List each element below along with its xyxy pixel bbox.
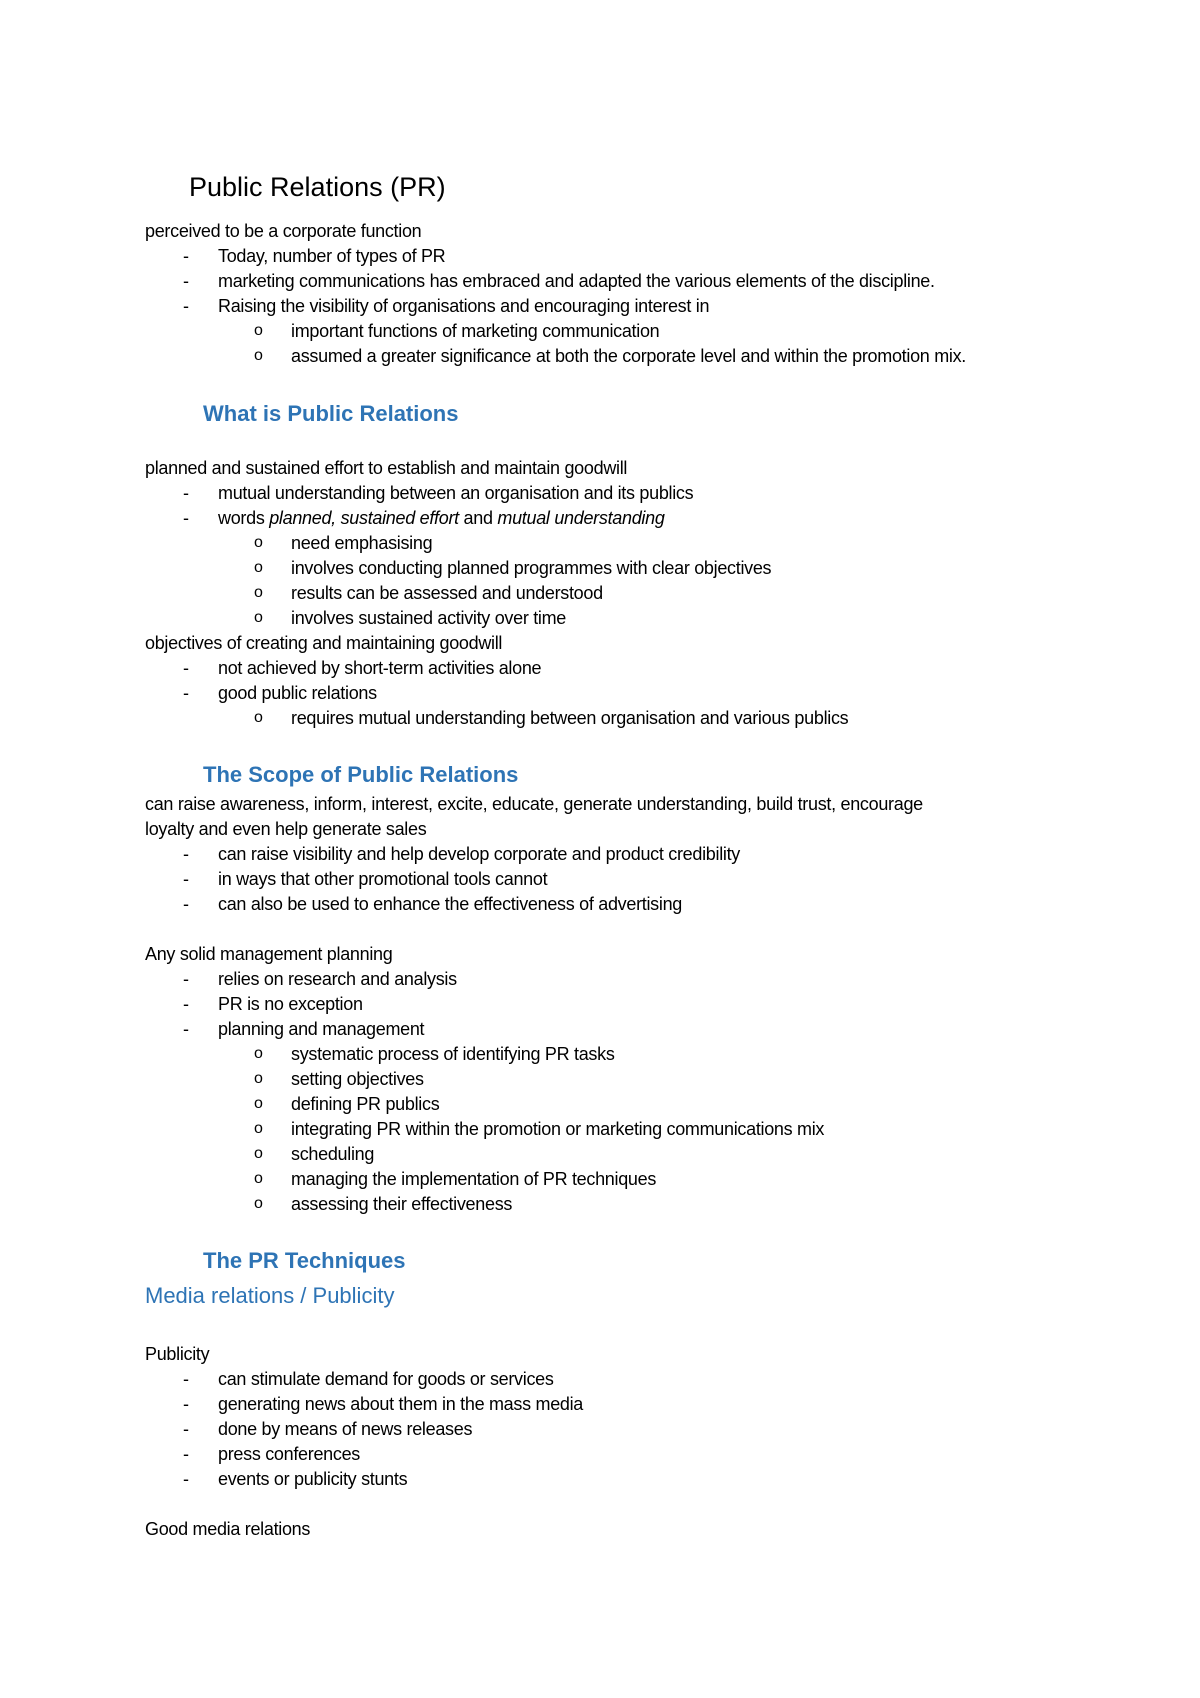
section-heading-scope: The Scope of Public Relations bbox=[203, 762, 519, 787]
list-item: relies on research and analysis bbox=[218, 969, 457, 989]
sub-list-item: assumed a greater significance at both the corporate level and within the promotion mix. bbox=[291, 346, 966, 366]
text-span: and bbox=[458, 508, 498, 528]
dash-marker: - bbox=[183, 296, 189, 316]
sub-list-item: integrating PR within the promotion or marketing communications mix bbox=[291, 1119, 825, 1139]
dash-marker: - bbox=[183, 658, 189, 678]
intro-text: perceived to be a corporate function bbox=[145, 221, 422, 241]
list-item: in ways that other promotional tools cannot bbox=[218, 869, 548, 889]
dash-marker: - bbox=[183, 1369, 189, 1389]
italic-text: mutual understanding bbox=[497, 508, 665, 528]
dash-marker: - bbox=[183, 1469, 189, 1489]
dash-marker: - bbox=[183, 894, 189, 914]
list-item: marketing communications has embraced and adapted the various elements of the discipline. bbox=[218, 271, 935, 291]
paragraph-text: objectives of creating and maintaining goodwill bbox=[145, 633, 503, 653]
list-item: done by means of news releases bbox=[218, 1419, 473, 1439]
circle-marker: o bbox=[254, 1120, 263, 1137]
list-item: Raising the visibility of organisations and encouraging interest in bbox=[218, 296, 710, 316]
paragraph-text: planned and sustained effort to establish and maintain goodwill bbox=[145, 458, 628, 478]
dash-marker: - bbox=[183, 1019, 189, 1039]
dash-marker: - bbox=[183, 869, 189, 889]
list-item: good public relations bbox=[218, 683, 377, 703]
list-item: generating news about them in the mass media bbox=[218, 1394, 584, 1414]
paragraph-text: Publicity bbox=[145, 1344, 210, 1364]
dash-marker: - bbox=[183, 969, 189, 989]
dash-marker: - bbox=[183, 483, 189, 503]
sub-list-item: involves conducting planned programmes with clear objectives bbox=[291, 558, 772, 578]
circle-marker: o bbox=[254, 584, 263, 601]
paragraph-text: can raise awareness, inform, interest, excite, educate, generate understanding, build trust, encourage bbox=[145, 794, 923, 814]
subsection-heading-media-relations: Media relations / Publicity bbox=[145, 1283, 395, 1308]
circle-marker: o bbox=[254, 609, 263, 626]
circle-marker: o bbox=[254, 709, 263, 726]
circle-marker: o bbox=[254, 347, 263, 364]
dash-marker: - bbox=[183, 683, 189, 703]
circle-marker: o bbox=[254, 1170, 263, 1187]
dash-marker: - bbox=[183, 994, 189, 1014]
circle-marker: o bbox=[254, 1045, 263, 1062]
sub-list-item: results can be assessed and understood bbox=[291, 583, 603, 603]
list-item: can raise visibility and help develop corporate and product credibility bbox=[218, 844, 741, 864]
sub-list-item: involves sustained activity over time bbox=[291, 608, 567, 628]
page-title: Public Relations (PR) bbox=[189, 172, 446, 202]
circle-marker: o bbox=[254, 534, 263, 551]
dash-marker: - bbox=[183, 508, 189, 528]
list-item: mutual understanding between an organisation and its publics bbox=[218, 483, 694, 503]
list-item: can stimulate demand for goods or services bbox=[218, 1369, 554, 1389]
paragraph-text: Good media relations bbox=[145, 1519, 311, 1539]
section-heading-techniques: The PR Techniques bbox=[203, 1248, 406, 1273]
sub-list-item: important functions of marketing communication bbox=[291, 321, 660, 341]
sub-list-item: setting objectives bbox=[291, 1069, 424, 1089]
list-item: PR is no exception bbox=[218, 994, 363, 1014]
dash-marker: - bbox=[183, 1444, 189, 1464]
dash-marker: - bbox=[183, 844, 189, 864]
circle-marker: o bbox=[254, 1070, 263, 1087]
list-item: events or publicity stunts bbox=[218, 1469, 408, 1489]
list-item: Today, number of types of PR bbox=[218, 246, 446, 266]
italic-text: planned, sustained effort bbox=[269, 508, 459, 528]
sub-list-item: need emphasising bbox=[291, 533, 433, 553]
list-item: can also be used to enhance the effectiveness of advertising bbox=[218, 894, 682, 914]
sub-list-item: managing the implementation of PR techniques bbox=[291, 1169, 657, 1189]
circle-marker: o bbox=[254, 1195, 263, 1212]
circle-marker: o bbox=[254, 322, 263, 339]
dash-marker: - bbox=[183, 271, 189, 291]
sub-list-item: defining PR publics bbox=[291, 1094, 440, 1114]
section-heading-what-is: What is Public Relations bbox=[203, 401, 459, 426]
sub-list-item: requires mutual understanding between organisation and various publics bbox=[291, 708, 849, 728]
text-span: words bbox=[218, 508, 270, 528]
list-item-emphasis bbox=[218, 507, 665, 529]
paragraph-text: Any solid management planning bbox=[145, 944, 393, 964]
list-item: not achieved by short-term activities alone bbox=[218, 658, 542, 678]
list-item: press conferences bbox=[218, 1444, 360, 1464]
circle-marker: o bbox=[254, 1095, 263, 1112]
sub-list-item: assessing their effectiveness bbox=[291, 1194, 513, 1214]
paragraph-text: loyalty and even help generate sales bbox=[145, 819, 427, 839]
circle-marker: o bbox=[254, 559, 263, 576]
dash-marker: - bbox=[183, 1394, 189, 1414]
list-item: planning and management bbox=[218, 1019, 425, 1039]
circle-marker: o bbox=[254, 1145, 263, 1162]
dash-marker: - bbox=[183, 246, 189, 266]
sub-list-item: systematic process of identifying PR tasks bbox=[291, 1044, 615, 1064]
sub-list-item: scheduling bbox=[291, 1144, 375, 1164]
dash-marker: - bbox=[183, 1419, 189, 1439]
